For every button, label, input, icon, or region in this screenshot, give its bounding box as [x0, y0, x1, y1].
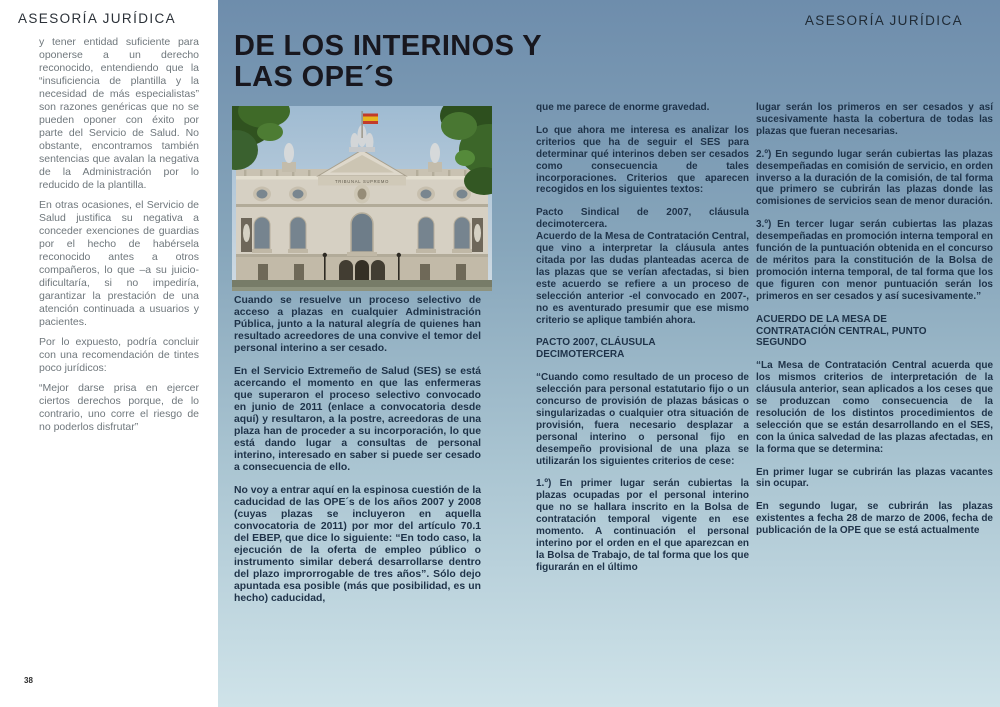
article-subheading: ACUERDO DE LA MESA DE CONTRATACIÓN CENTRAL, PUNTO SEGUNDO: [756, 313, 927, 349]
article-paragraph: lugar serán los primeros en ser cesados y así sucesivamente hasta la cobertura de todas las plazas que fueran necesarias.: [756, 102, 993, 137]
article-column-3: [756, 102, 993, 548]
frieze-inscription: TRIBUNAL SUPREMO: [334, 179, 390, 184]
section-header-right: ASESORÍA JURÍDICA: [804, 13, 963, 28]
supreme-court-photo: [232, 106, 492, 291]
sidebar-paragraph: y tener entidad suficiente para oponerse a un derecho reconocido, entendiendo que la “insuficiencia de plantilla y la necesidad de más especialistas” son razones genéricas que no se pueden oponer con éxito por parte del Servicio de Salud. No obstante, encontramos también sentencias que avalan la negativa de la Administración por lo reducido de la plantilla.: [39, 36, 199, 191]
article-paragraph: Acuerdo de la Mesa de Contratación Central, que vino a interpretar la cláusula antes citada por las dudas planteadas acerca de las plazas que se verían afectadas, si bien este acuerdo se refiere a un proceso de selección anterior -el convocado en 2007-, no es aventurado presumir que ese mismo criterio se aplique también ahora.: [536, 231, 749, 326]
article-paragraph: Pacto Sindical de 2007, cláusula decimotercera.: [536, 207, 749, 231]
article-paragraph: Cuando se resuelve un proceso selectivo de acceso a plazas en cualquier Administración Pública, junto a la natural alegría de quienes han resultado acreedores de una convive el temor del personal interino a ser cesado.: [234, 295, 481, 354]
article-paragraph: 3.º) En tercer lugar serán cubiertas las plazas desempeñadas en promoción interna temporal en función de la puntuación obtenida en el concurso de méritos para la constitución de la Bolsa de promoción interna temporal, de tal forma que los que figuren con menor puntuación serán los primeros en ser cesados y así sucesivamente.”: [756, 219, 993, 302]
article-paragraph: que me parece de enorme gravedad.: [536, 102, 710, 113]
article-title-line2: LAS OPE´S: [234, 61, 394, 93]
article-paragraph: 1.º) En primer lugar serán cubiertas la plazas ocupadas por el personal interino que no se hallara inscrito en la Bolsa de contratación temporal vigente en ese momento. A continuación el personal interino por el orden en el que aparezcan en la Bolsa de Trabajo, de tal forma que los que figurarán en el último: [536, 478, 749, 573]
article-column-1: [234, 295, 481, 616]
article-paragraph: “Cuando como resultado de un proceso de selección para personal estatutario fijo o un concurso de provisión de plazas básicas o singularizadas o cualquier otra situación de provisión, fuera necesario desplazar a personal interino o personal fijo en desempeño provisional de una plaza se utilizarán los siguientes criterios de cese:: [536, 372, 749, 467]
section-header-left: ASESORÍA JURÍDICA: [18, 11, 177, 26]
article-title-line1: DE LOS INTERINOS Y: [234, 30, 542, 62]
sidebar-column: [39, 36, 199, 441]
page-number: 38: [24, 676, 33, 685]
sidebar-paragraph: Por lo expuesto, podría concluir con una recomendación de tintes poco jurídicos:: [39, 336, 199, 374]
article-paragraph: No voy a entrar aquí en la espinosa cuestión de la caducidad de las OPE´s de los años 2007 y 2008 (cuyas plazas se incluyeron en aquella convocatoria de 2011) por mor del artículo 70.1 del EBEP, que dice lo siguiente: “En todo caso, la ejecución de la oferta de empleo público o instrumento similar deberá desarrollarse dentro del plazo improrrogable de tres años”. Sólo dejo apuntada esa posible (más que posibilidad, es un hecho) caducidad,: [234, 485, 481, 604]
sidebar-paragraph: “Mejor darse prisa en ejercer ciertos derechos porque, de lo contrario, uno corre el riesgo de no poderlos disfrutar”: [39, 382, 199, 433]
article-paragraph: Lo que ahora me interesa es analizar los criterios que ha de seguir el SES para determinar qué interinos deben ser cesados como consecuencia de tales incorporaciones. Criterios que aparecen recogidos en los siguientes textos:: [536, 124, 749, 196]
article-paragraph: 2.º) En segundo lugar serán cubiertas las plazas desempeñadas en comisión de servicio, en orden inverso a la duración de la comisión, de tal forma que primero se cubrirán las plazas donde las comisiones de servicios sean de menor duración.: [756, 148, 993, 208]
article-subheading: PACTO 2007, CLÁUSULA DECIMOTERCERA: [536, 337, 656, 361]
article-paragraph: “La Mesa de Contratación Central acuerda que los mismos criterios de interpretación de la cláusula anterior, sean aplicados a los ceses que se produzcan como consecuencia de la resolución de los distintos procedimientos de selección que se están desarrollando en el SES, con la única salvedad de las plazas afectadas, en la forma que se determina:: [756, 360, 993, 455]
article-paragraph: En primer lugar se cubrirán las plazas vacantes sin ocupar.: [756, 466, 993, 490]
article-paragraph: En segundo lugar, se cubrirán las plazas existentes a fecha 28 de marzo de 2006, fecha de publicación de la OPE que se está actualmente: [756, 501, 993, 537]
sidebar-paragraph: En otras ocasiones, el Servicio de Salud justifica su negativa a conceder exenciones de guardias por el hecho de habérsela reconocido antes a otros compañeros, lo que –a su juicio- dificultaría, si no impediría, garantizar la prestación de una atención continuada a usuarios y pacientes.: [39, 199, 199, 328]
article-title: [234, 31, 542, 93]
article-paragraph: En el Servicio Extremeño de Salud (SES) se está acercando el momento en que las enfermeras que superaron el proceso selectivo convocado en junio de 2011 (enlace a convocatoria desde aquí) y resultaron, a la postre, acreedoras de una plaza han de proceder a su incorporación, lo que está dando lugar a consultas de personal interino, interesado en saber si puede ser cesado a consecuencia de ello.: [234, 366, 481, 473]
article-column-2: [536, 102, 749, 585]
